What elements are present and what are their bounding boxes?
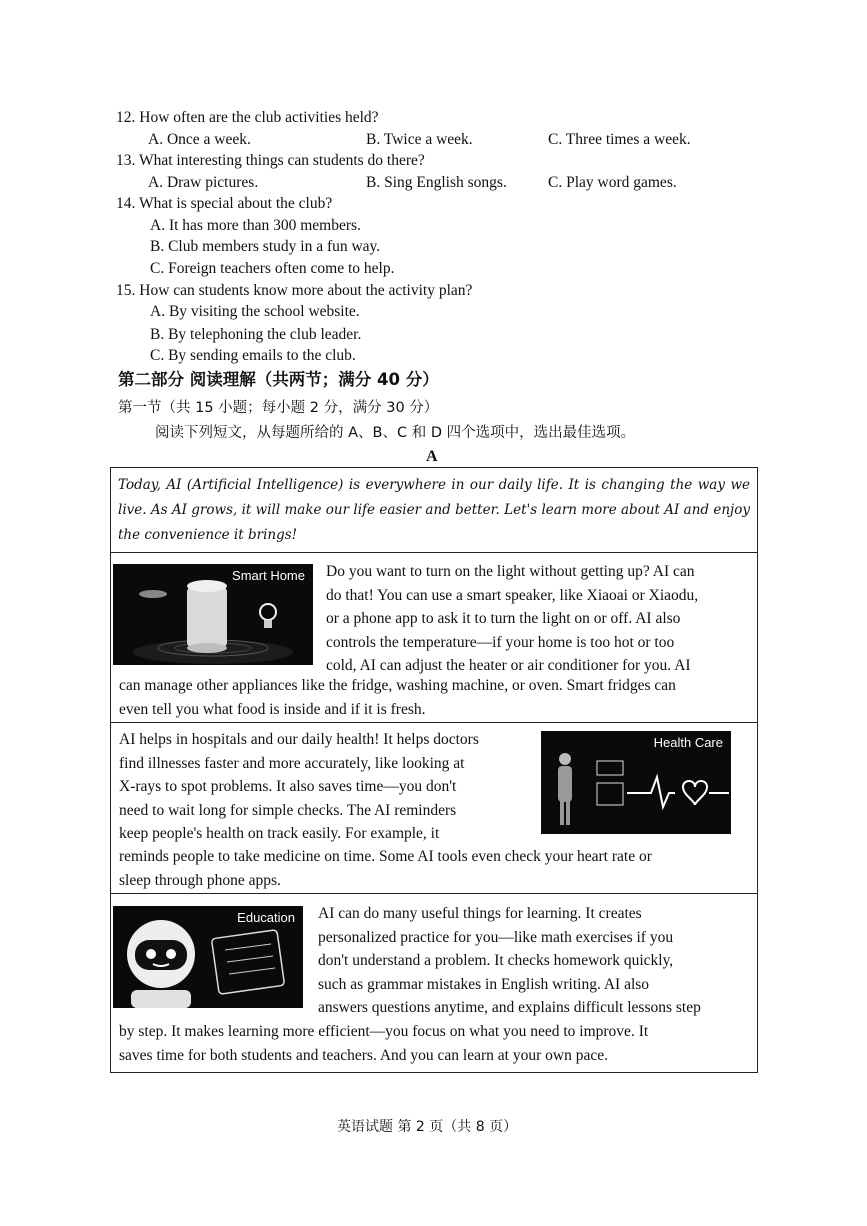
divider xyxy=(110,552,758,553)
image-label: Smart Home xyxy=(232,568,305,583)
text-line: even tell you what food is inside and if it is fresh. xyxy=(119,700,426,718)
question-text: 14. What is special about the club? xyxy=(116,195,333,212)
divider xyxy=(110,893,758,894)
option-a: A. Draw pictures. xyxy=(148,174,259,191)
education-text-top xyxy=(318,902,748,1020)
text-line: sleep through phone apps. xyxy=(119,871,281,889)
image-label: Education xyxy=(237,910,295,925)
option-c: C. Foreign teachers often come to help. xyxy=(150,260,395,277)
education-image xyxy=(113,906,303,1008)
text-line: such as grammar mistakes in English writing. AI also xyxy=(318,975,650,993)
text-line: X-rays to spot problems. It also saves time—you don't xyxy=(119,778,457,795)
text-line: keep people's health on track easily. For example, it xyxy=(119,825,440,842)
passage-intro: Today, AI (Artificial Intelligence) is everywhere in our daily life. It is changing the way we live. As AI grows, it will make our life easier and better. Let's learn more about AI and enjoy the convenience it brings! xyxy=(118,477,750,543)
divider xyxy=(110,722,758,723)
option-b: B. Club members study in a fun way. xyxy=(150,238,381,255)
option-c: C. Three times a week. xyxy=(548,131,691,148)
section-title: 第二部分 阅读理解（共两节；满分 40 分） xyxy=(118,370,439,389)
text-line: can manage other appliances like the fridge, washing machine, or oven. Smart fridges can xyxy=(119,677,676,694)
text-line: AI can do many useful things for learning. It creates xyxy=(318,905,642,922)
text-line: cold, AI can adjust the heater or air conditioner for you. AI xyxy=(326,657,691,674)
question-text: 15. How can students know more about the activity plan? xyxy=(116,282,473,299)
education-text-bottom xyxy=(119,1020,749,1067)
passage-letter: A xyxy=(426,448,438,465)
option-b: B. By telephoning the club leader. xyxy=(150,326,362,343)
option-c: C. Play word games. xyxy=(548,174,677,191)
text-line: don't understand a problem. It checks homework quickly, xyxy=(318,952,674,969)
smart-home-text-top xyxy=(326,560,748,678)
option-b: B. Sing English songs. xyxy=(366,174,507,191)
option-c: C. By sending emails to the club. xyxy=(150,347,356,364)
option-b: B. Twice a week. xyxy=(366,131,473,148)
question-text: 12. How often are the club activities held? xyxy=(116,109,379,126)
section-instruction: 阅读下列短文，从每题所给的 A、B、C 和 D 四个选项中，选出最佳选项。 xyxy=(155,425,636,441)
text-line: personalized practice for you—like math exercises if you xyxy=(318,928,674,946)
text-line: find illnesses faster and more accurately, like looking at xyxy=(119,754,465,772)
text-line: controls the temperature—if your home is too hot or too xyxy=(326,633,675,651)
image-label: Health Care xyxy=(653,735,723,750)
option-a: A. It has more than 300 members. xyxy=(150,217,361,234)
smart-home-image xyxy=(113,564,313,665)
text-line: do that! You can use a smart speaker, like Xiaoai or Xiaodu, xyxy=(326,586,699,604)
smart-home-text-bottom xyxy=(119,674,749,721)
text-line: saves time for both students and teachers. And you can learn at your own pace. xyxy=(119,1046,608,1064)
text-line: Do you want to turn on the light without getting up? AI can xyxy=(326,563,695,580)
text-line: or a phone app to ask it to turn the light on or off. AI also xyxy=(326,610,681,627)
text-line: by step. It makes learning more efficient—you focus on what you need to improve. It xyxy=(119,1023,649,1040)
section-subtitle: 第一节（共 15 小题；每小题 2 分，满分 30 分） xyxy=(118,400,439,416)
text-line: need to wait long for simple checks. The AI reminders xyxy=(119,801,457,819)
option-a: A. Once a week. xyxy=(148,131,251,148)
question-text: 13. What interesting things can students do there? xyxy=(116,152,425,169)
health-care-text-bottom xyxy=(119,845,749,892)
option-a: A. By visiting the school website. xyxy=(150,303,360,320)
health-care-text-top xyxy=(119,728,525,846)
text-line: answers questions anytime, and explains difficult lessons step xyxy=(318,999,701,1016)
text-line: reminds people to take medicine on time. Some AI tools even check your heart rate or xyxy=(119,848,652,865)
text-line: AI helps in hospitals and our daily health! It helps doctors xyxy=(119,731,479,748)
page-footer: 英语试题 第 2 页（共 8 页） xyxy=(337,1119,518,1135)
health-care-image xyxy=(541,731,731,834)
